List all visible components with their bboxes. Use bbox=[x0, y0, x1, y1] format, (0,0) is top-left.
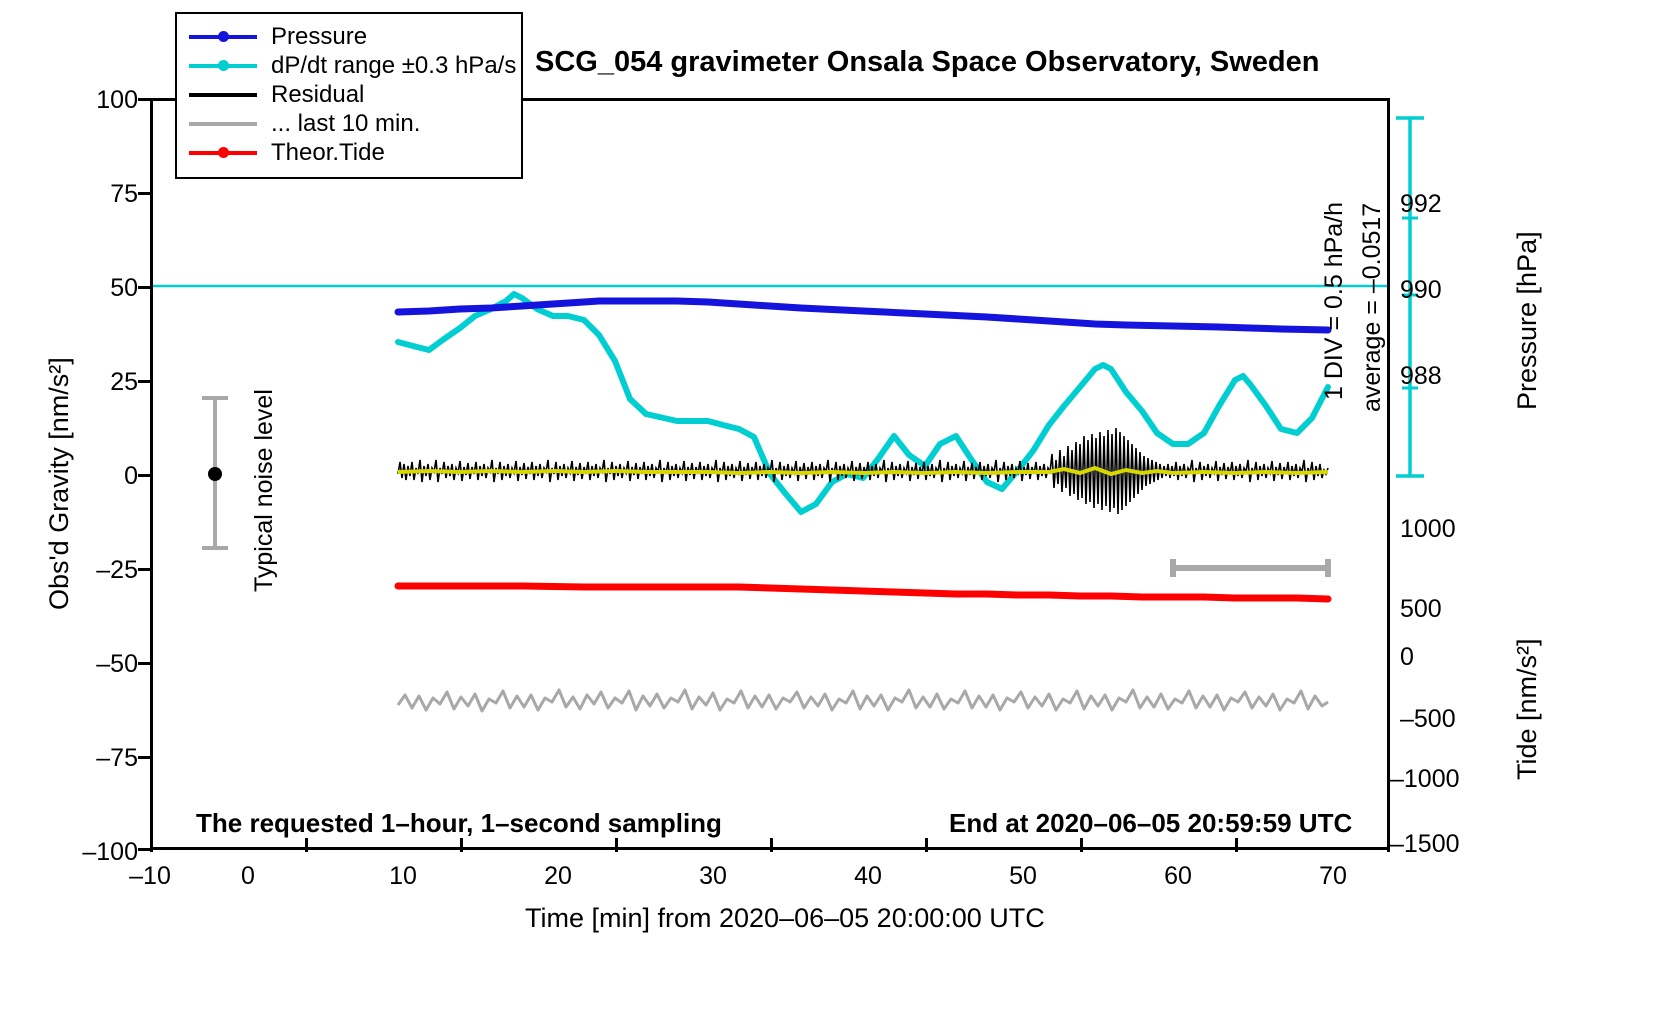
legend-swatch-theor-tide bbox=[187, 138, 259, 167]
annotation-div-scale: 1 DIV = 0.5 hPa/h bbox=[1320, 201, 1348, 400]
xtick-label-70: 70 bbox=[1319, 862, 1347, 890]
legend-swatch-last10 bbox=[187, 109, 259, 138]
pressure-tick-988: 988 bbox=[1400, 362, 1442, 390]
ytick-mark bbox=[138, 380, 153, 383]
ytick-mark bbox=[138, 756, 153, 759]
legend-label-dpdt: dP/dt range ±0.3 hPa/s bbox=[271, 51, 517, 79]
ytick-label-75: 75 bbox=[110, 180, 138, 208]
legend-label-residual: Residual bbox=[271, 80, 365, 108]
legend-item-dpdt[interactable] bbox=[187, 51, 517, 80]
xtick-mark bbox=[770, 838, 773, 852]
legend-swatch-pressure bbox=[187, 22, 259, 51]
legend-item-residual[interactable] bbox=[187, 80, 507, 109]
ytick-mark bbox=[138, 98, 153, 101]
legend-label-theor-tide: Theor.Tide bbox=[271, 138, 385, 166]
xtick-label-10: 10 bbox=[389, 862, 417, 890]
tide-tick-0: 0 bbox=[1400, 643, 1414, 671]
legend-label-last10: ... last 10 min. bbox=[271, 109, 421, 137]
right-axis-title-pressure: Pressure [hPa] bbox=[1512, 231, 1542, 410]
x-axis-title: Time [min] from 2020–06–05 20:00:00 UTC bbox=[525, 903, 1045, 933]
ytick-label-25: 25 bbox=[110, 368, 138, 396]
ytick-mark bbox=[138, 662, 153, 665]
legend-swatch-residual bbox=[187, 80, 259, 109]
tide-tick-m1500: –1500 bbox=[1390, 830, 1460, 858]
ytick-label-m50: –50 bbox=[96, 650, 138, 678]
xtick-label-60: 60 bbox=[1164, 862, 1192, 890]
legend-label-pressure: Pressure bbox=[271, 22, 368, 50]
ytick-label-m25: –25 bbox=[96, 556, 138, 584]
xtick-label-20: 20 bbox=[544, 862, 572, 890]
ytick-mark bbox=[138, 568, 153, 571]
xtick-label-50: 50 bbox=[1009, 862, 1037, 890]
xtick-mark bbox=[1080, 838, 1083, 852]
y-axis-title: Obs'd Gravity [nm/s²] bbox=[44, 357, 74, 610]
xtick-label-m10: –10 bbox=[129, 862, 171, 890]
ytick-mark bbox=[138, 474, 153, 477]
xtick-mark bbox=[460, 838, 463, 852]
xtick-label-40: 40 bbox=[854, 862, 882, 890]
chart-title: SCG_054 gravimeter Onsala Space Observatory, Sweden bbox=[535, 46, 1320, 78]
tide-tick-1000: 1000 bbox=[1400, 515, 1456, 543]
xtick-mark bbox=[1235, 838, 1238, 852]
ytick-label-m75: –75 bbox=[96, 744, 138, 772]
xtick-mark bbox=[305, 838, 308, 852]
annotation-typical-noise-level: Typical noise level bbox=[250, 389, 278, 592]
tide-tick-500: 500 bbox=[1400, 595, 1442, 623]
tide-tick-m1000: –1000 bbox=[1390, 765, 1460, 793]
legend-swatch-dpdt bbox=[187, 51, 259, 80]
ytick-label-50: 50 bbox=[110, 274, 138, 302]
pressure-tick-990: 990 bbox=[1400, 276, 1442, 304]
xtick-mark bbox=[925, 838, 928, 852]
xtick-label-30: 30 bbox=[699, 862, 727, 890]
tide-tick-m500: –500 bbox=[1400, 705, 1456, 733]
chart-legend bbox=[175, 12, 523, 179]
pressure-tick-992: 992 bbox=[1400, 190, 1442, 218]
right-axis-title-tide: Tide [nm/s²] bbox=[1512, 638, 1542, 780]
legend-item-theor-tide[interactable] bbox=[187, 138, 507, 167]
plot-frame bbox=[150, 98, 1390, 850]
annotation-sampling-note: The requested 1–hour, 1–second sampling bbox=[196, 808, 722, 838]
annotation-average: average = –0.0517 bbox=[1358, 202, 1386, 412]
xtick-mark bbox=[150, 838, 153, 852]
annotation-end-time: End at 2020–06–05 20:59:59 UTC bbox=[949, 808, 1353, 838]
ytick-label-0: 0 bbox=[124, 462, 138, 490]
xtick-label-0: 0 bbox=[241, 862, 255, 890]
ytick-mark bbox=[138, 192, 153, 195]
legend-item-pressure[interactable] bbox=[187, 22, 507, 51]
legend-item-last10[interactable] bbox=[187, 109, 507, 138]
ytick-label-m100: –100 bbox=[82, 838, 138, 866]
ytick-mark bbox=[138, 286, 153, 289]
xtick-mark bbox=[615, 838, 618, 852]
ytick-label-100: 100 bbox=[96, 86, 138, 114]
